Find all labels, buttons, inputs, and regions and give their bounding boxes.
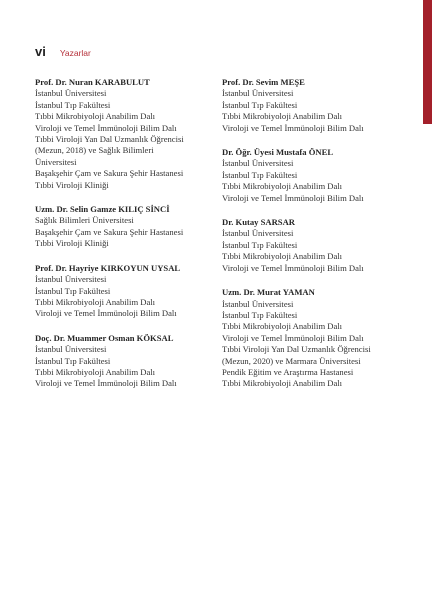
author-affiliation-line: Tıbbi Viroloji Kliniği <box>35 179 109 190</box>
author-affiliation-line: İstanbul Üniversitesi <box>35 88 107 99</box>
author-affiliation-line: Başakşehir Çam ve Sakura Şehir Hastanesi <box>35 168 184 179</box>
author-affiliation-line: (Mezun, 2018) ve Sağlık Bilimleri <box>35 145 154 156</box>
author-affiliation-line: İstanbul Tıp Fakültesi <box>222 99 298 110</box>
author-affiliation-line: Pendik Eğitim ve Araştırma Hastanesi <box>222 366 354 377</box>
author-affiliation-line: İstanbul Üniversitesi <box>222 298 294 309</box>
author-name: Uzm. Dr. Murat YAMAN <box>222 287 315 298</box>
author-name: Uzm. Dr. Selin Gamze KILIÇ SİNCİ <box>35 204 170 215</box>
author-affiliation-line: Tıbbi Viroloji Kliniği <box>35 238 109 249</box>
author-affiliation-line: Tıbbi Mikrobiyoloji Anabilim Dalı <box>222 251 343 262</box>
author-affiliation-line: İstanbul Tıp Fakültesi <box>222 169 298 180</box>
author-affiliation-line: Viroloji ve Temel İmmünoloji Bilim Dalı <box>222 122 364 133</box>
author-affiliation-line: İstanbul Üniversitesi <box>222 158 294 169</box>
author-affiliation-line: Viroloji ve Temel İmmünoloji Bilim Dalı <box>35 308 177 319</box>
author-affiliation-line: Tıbbi Viroloji Yan Dal Uzmanlık Öğrencisi <box>222 344 371 355</box>
author-affiliation-line: İstanbul Tıp Fakültesi <box>35 355 111 366</box>
author-entry <box>35 263 215 320</box>
author-affiliation-line: Viroloji ve Temel İmmünoloji Bilim Dalı <box>222 262 364 273</box>
left-author-column <box>35 77 215 403</box>
author-affiliation-line: İstanbul Üniversitesi <box>222 88 294 99</box>
author-affiliation-line: Üniversitesi <box>35 156 77 167</box>
author-entry <box>222 217 402 274</box>
author-name: Dr. Kutay SARSAR <box>222 217 295 228</box>
author-affiliation-line: İstanbul Tıp Fakültesi <box>222 309 298 320</box>
author-affiliation-line: İstanbul Üniversitesi <box>35 344 107 355</box>
author-affiliation-line: Tıbbi Mikrobiyoloji Anabilim Dalı <box>222 111 343 122</box>
section-label: Yazarlar <box>59 48 91 58</box>
author-entry <box>35 77 215 191</box>
author-affiliation-line: İstanbul Üniversitesi <box>222 228 294 239</box>
chapter-side-tab <box>423 0 432 124</box>
author-affiliation-line: Sağlık Bilimleri Üniversitesi <box>35 215 134 226</box>
author-name: Prof. Dr. Nuran KARABULUT <box>35 77 150 87</box>
author-affiliation-line: Tıbbi Mikrobiyoloji Anabilim Dalı <box>222 321 343 332</box>
author-affiliation-line: Tıbbi Mikrobiyoloji Anabilim Dalı <box>35 366 156 377</box>
author-name: Doç. Dr. Muammer Osman KÖKSAL <box>35 332 174 343</box>
right-author-column <box>222 77 402 403</box>
author-name: Dr. Öğr. Üyesi Mustafa ÖNEL <box>222 147 334 158</box>
author-entry <box>222 287 402 390</box>
author-affiliation-line: Tıbbi Mikrobiyoloji Anabilim Dalı <box>222 181 343 192</box>
author-affiliation-line: Başakşehir Çam ve Sakura Şehir Hastanesi <box>35 226 184 237</box>
author-entry <box>222 77 402 134</box>
author-entry <box>35 204 215 250</box>
author-affiliation-line: Tıbbi Mikrobiyoloji Anabilim Dalı <box>35 296 156 307</box>
page-number: vi <box>35 44 46 59</box>
author-affiliation-line: Viroloji ve Temel İmmünoloji Bilim Dalı <box>35 122 177 133</box>
author-affiliation-line: Tıbbi Mikrobiyoloji Anabilim Dalı <box>35 111 156 122</box>
author-affiliation-line: Tıbbi Viroloji Yan Dal Uzmanlık Öğrencisi <box>35 134 184 145</box>
author-affiliation-line: İstanbul Tıp Fakültesi <box>35 99 111 110</box>
author-affiliation-line: Tıbbi Mikrobiyoloji Anabilim Dalı <box>222 378 343 389</box>
page-header <box>35 44 91 59</box>
author-affiliation-line: Viroloji ve Temel İmmünoloji Bilim Dalı <box>222 332 364 343</box>
author-affiliation-line: (Mezun, 2020) ve Marmara Üniversitesi <box>222 355 361 366</box>
author-entry <box>222 147 402 204</box>
author-affiliation-line: Viroloji ve Temel İmmünoloji Bilim Dalı <box>35 378 177 389</box>
author-affiliation-line: İstanbul Tıp Fakültesi <box>222 239 298 250</box>
author-name: Prof. Dr. Hayriye KIRKOYUN UYSAL <box>35 262 181 273</box>
author-name: Prof. Dr. Sevim MEŞE <box>222 77 305 87</box>
author-affiliation-line: İstanbul Üniversitesi <box>35 274 107 285</box>
author-affiliation-line: İstanbul Tıp Fakültesi <box>35 285 111 296</box>
author-entry <box>35 333 215 390</box>
author-affiliation-line: Viroloji ve Temel İmmünoloji Bilim Dalı <box>222 192 364 203</box>
